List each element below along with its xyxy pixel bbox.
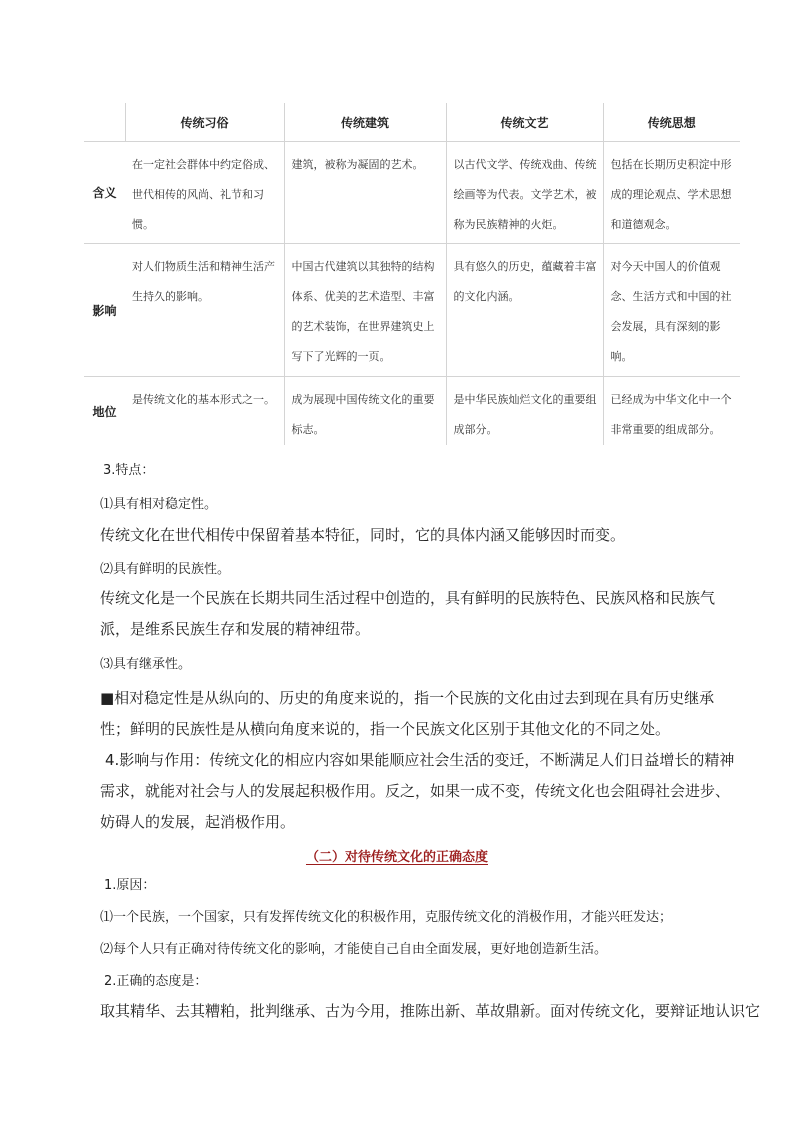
feature-1-title: ⑴具有相对稳定性。	[100, 497, 218, 512]
header-corner	[84, 103, 125, 142]
feature-2-title: ⑵具有鲜明的民族性。	[100, 562, 231, 577]
section-heading-attitude: （二）对待传统文化的正确态度	[305, 850, 488, 865]
row-label: 地位	[84, 377, 125, 446]
section-4-text: 4.影响与作用：传统文化的相应内容如果能顺应社会生活的变迁，不断满足人们日益增长的精神需求，就能对社会与人的发展起积极作用。反之，如果一成不变，传统文化也会阻碍社会进步、妨碍人的发展，起消极作用。	[100, 751, 735, 831]
table-cell: 包括在长期历史积淀中形成的理论观点、学术思想和道德观念。	[603, 142, 740, 244]
header-customs: 传统习俗	[125, 103, 284, 142]
attitude-title: 2.正确的态度是：	[104, 974, 208, 989]
table-header-row	[84, 103, 740, 142]
header-thought: 传统思想	[603, 103, 740, 142]
header-literature-art: 传统文艺	[446, 103, 603, 142]
table-cell: 中国古代建筑以其独特的结构体系、优美的艺术造型、丰富的艺术装饰，在世界建筑史上写下了光辉的一页。	[284, 244, 446, 377]
table-cell: 建筑，被称为凝固的艺术。	[284, 142, 446, 244]
row-label: 影响	[84, 244, 125, 377]
section-3-title: 3.特点：	[103, 463, 155, 478]
table-cell: 成为展现中国传统文化的重要标志。	[284, 377, 446, 446]
row-label: 含义	[92, 186, 117, 200]
stability-note: ■相对稳定性是从纵向的、历史的角度来说的，指一个民族的文化由过去到现在具有历史继承性；鲜明的民族性是从横向角度来说的，指一个民族文化区别于其他文化的不同之处。	[100, 689, 715, 738]
table-cell: 是传统文化的基本形式之一。	[125, 377, 284, 446]
table-cell: 已经成为中华文化中一个非常重要的组成部分。	[603, 377, 740, 446]
table-row-meaning	[84, 142, 740, 244]
reason-1: ⑴一个民族，一个国家，只有发挥传统文化的积极作用，克服传统文化的消极作用，才能兴旺发达；	[100, 910, 673, 925]
table-row-influence	[84, 244, 740, 377]
table-cell: 是中华民族灿烂文化的重要组成部分。	[446, 377, 603, 446]
feature-1-text: 传统文化在世代相传中保留着基本特征，同时，它的具体内涵又能够因时而变。	[100, 526, 626, 544]
traditional-culture-table	[84, 103, 740, 445]
table-cell: 以古代文学、传统戏曲、传统绘画等为代表。文学艺术，被称为民族精神的火炬。	[446, 142, 603, 244]
feature-2-text: 传统文化是一个民族在长期共同生活过程中创造的，具有鲜明的民族特色、民族风格和民族气派，是维系民族生存和发展的精神纽带。	[100, 589, 716, 638]
table-cell: 具有悠久的历史，蕴藏着丰富的文化内涵。	[446, 244, 603, 377]
attitude-text: 取其精华、去其糟粕，批判继承、古为今用，推陈出新、革故鼎新。面对传统文化，要辩证地认识它	[100, 1002, 761, 1020]
table-cell: 在一定社会群体中约定俗成、世代相传的风尚、礼节和习惯。	[132, 158, 275, 231]
header-architecture: 传统建筑	[284, 103, 446, 142]
table-cell: 对人们物质生活和精神生活产生持久的影响。	[125, 244, 284, 377]
feature-3-title: ⑶具有继承性。	[100, 657, 192, 672]
reason-title: 1.原因：	[104, 878, 156, 893]
table-row-status	[84, 377, 740, 446]
reason-2: ⑵每个人只有正确对待传统文化的影响，才能使自己自由全面发展，更好地创造新生活。	[100, 942, 608, 957]
table-cell: 对今天中国人的价值观念、生活方式和中国的社会发展，具有深刻的影响。	[603, 244, 740, 377]
